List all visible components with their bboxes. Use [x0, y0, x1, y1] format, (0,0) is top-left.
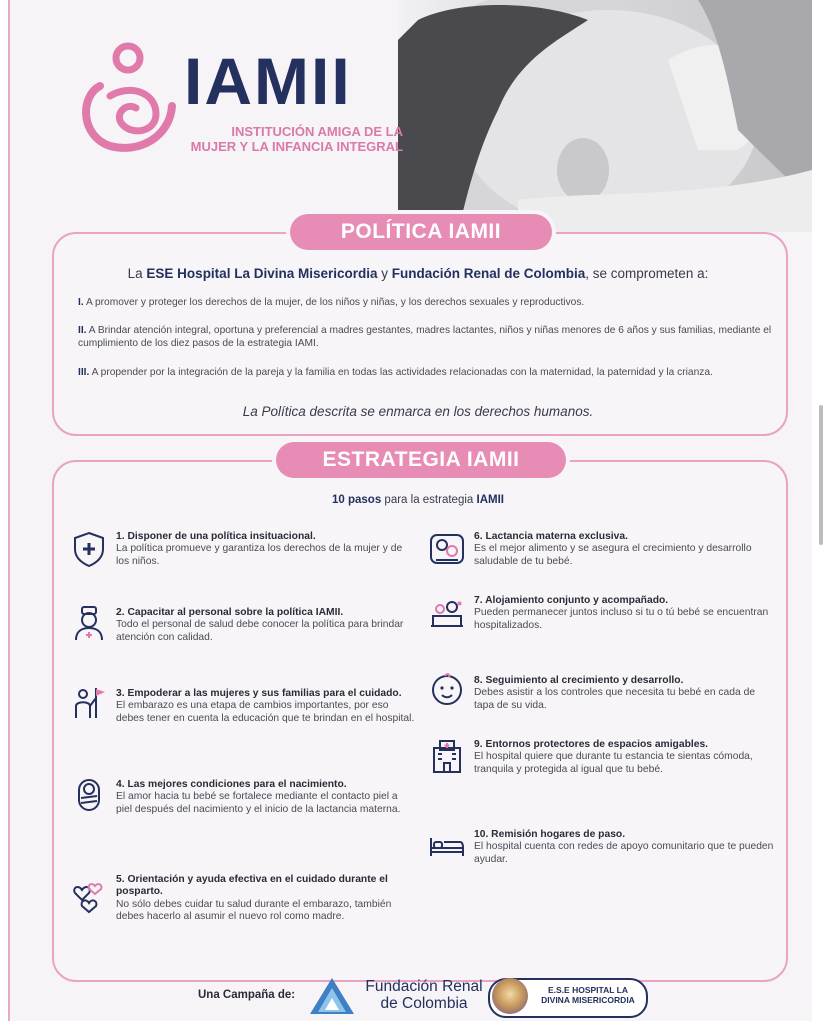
step-title: 8. Seguimiento al crecimiento y desarrollo. [474, 675, 684, 686]
campaign-label: Una Campaña de: [198, 989, 296, 1001]
rooming-in-bed-icon [428, 596, 466, 634]
pasos-bold: 10 pasos [332, 494, 382, 506]
politica-item [78, 325, 774, 350]
step-text: Pueden permanecer juntos incluso si tu o tú bebé se encuentran hospitalizados. [474, 607, 769, 631]
nurse-icon [70, 604, 108, 642]
step-title: 10. Remisión hogares de paso. [474, 829, 626, 840]
brand-subtitle [178, 124, 403, 154]
hearts-icon [70, 876, 108, 914]
fundacion-line2: de Colombia [380, 995, 468, 1012]
hospital-line1: E.S.E HOSPITAL LA [548, 985, 628, 995]
step-text: El amor hacia tu bebé se fortalece mediante el contacto piel a piel después del nacimiento y el inicio de la lactancia materna. [116, 791, 401, 815]
brand-subtitle-line2: MUJER Y LA INFANCIA INTEGRAL [190, 139, 403, 154]
step-text: Es el mejor alimento y se asegura el crecimiento y desarrollo saludable de tu bebé. [474, 543, 752, 567]
intro-suffix: , se comprometen a: [585, 266, 709, 281]
step-7 [474, 595, 774, 632]
fundacion-logo-icon [308, 976, 356, 1016]
item-number: III. [78, 367, 90, 378]
family-flag-icon [70, 684, 108, 722]
step-1 [116, 531, 416, 568]
step-text: El hospital quiere que durante tu estancia te sientas cómoda, tranquila y protegida al igual que tu bebé. [474, 751, 753, 775]
step-title: 7. Alojamiento conjunto y acompañado. [474, 595, 669, 606]
scroll-indicator [819, 405, 823, 545]
intro-mid: y [377, 266, 392, 281]
bed-icon [428, 826, 466, 864]
iamii-logo [70, 36, 190, 156]
fundacion-name [360, 978, 488, 1012]
brand-subtitle-line1: INSTITUCIÓN AMIGA DE LA [231, 124, 403, 139]
step-title: 3. Empoderar a las mujeres y sus familias para el cuidado. [116, 688, 402, 699]
flyer [8, 0, 812, 1021]
politica-title: POLÍTICA IAMII [290, 214, 552, 250]
item-number: II. [78, 325, 87, 336]
step-text: El hospital cuenta con redes de apoyo comunitario que te pueden ayudar. [474, 841, 774, 865]
breastfeeding-icon [428, 530, 466, 568]
divine-mercy-image [492, 978, 528, 1014]
step-title: 9. Entornos protectores de espacios amigables. [474, 739, 709, 750]
step-text: Todo el personal de salud debe conocer la política para brindar atención con calidad. [116, 619, 404, 643]
step-title: 4. Las mejores condiciones para el nacimiento. [116, 779, 347, 790]
item-number: I. [78, 297, 84, 308]
hospital-icon [428, 738, 466, 776]
pasos-end: IAMII [476, 494, 504, 506]
step-3 [116, 688, 416, 725]
swaddled-baby-icon [70, 776, 108, 814]
step-title: 1. Disponer de una política insituacional. [116, 531, 316, 542]
step-8 [474, 675, 774, 712]
estrategia-title: ESTRATEGIA IAMII [276, 442, 566, 478]
item-text: A Brindar atención integral, oportuna y preferencial a madres gestantes, madres lactantes, niños y niñas menores de 6 años y sus familias, mediante el cumplimiento de los diez pasos de la estrategia IAMI. [78, 325, 772, 349]
fundacion-line1: Fundación Renal [365, 978, 483, 995]
politica-item [78, 367, 774, 380]
step-text: No sólo debes cuidar tu salud durante el embarazo, también debes hacerlo al asumir el nuevo rol como madre. [116, 898, 392, 922]
hospital-name [532, 985, 644, 1005]
brand-title: IAMII [184, 44, 352, 118]
baby-face-icon [428, 670, 466, 708]
step-title: 6. Lactancia materna exclusiva. [474, 531, 628, 542]
baby-photo [398, 0, 812, 232]
step-text: El embarazo es una etapa de cambios importantes, por eso debes tener en cuenta la educación que te brindan en el hospital. [116, 700, 415, 724]
pasos-mid: para la estrategia [381, 494, 477, 506]
step-9 [474, 739, 774, 776]
step-4 [116, 779, 416, 816]
step-6 [474, 531, 774, 568]
pasos-heading [68, 494, 768, 506]
step-10 [474, 829, 774, 866]
hospital-line2: DIVINA MISERICORDIA [541, 995, 635, 1005]
org-hospital: ESE Hospital La Divina Misericordia [146, 266, 378, 281]
item-text: A promover y proteger los derechos de la mujer, de los niños y niñas, y los derechos sexuales y reproductivos. [83, 297, 585, 308]
page-border [8, 0, 10, 1021]
step-text: Debes asistir a los controles que necesita tu bebé en cada de tapa de su vida. [474, 687, 756, 711]
step-title: 5. Orientación y ayuda efectiva en el cuidado durante el posparto. [116, 874, 388, 898]
step-text: La política promueve y garantiza los derechos de la mujer y de los niños. [116, 543, 403, 567]
intro-prefix: La [127, 266, 147, 281]
item-text: A propender por la integración de la pareja y la familia en todas las actividades relacionadas con la maternidad, la paternidad y la crianza. [89, 367, 713, 378]
org-fundacion: Fundación Renal de Colombia [391, 266, 586, 281]
politica-item [78, 297, 774, 310]
step-title: 2. Capacitar al personal sobre la política IAMII. [116, 607, 344, 618]
shield-icon [70, 530, 108, 568]
politica-closing: La Política descrita se enmarca en los derechos humanos. [242, 404, 594, 419]
step-5 [116, 874, 416, 923]
politica-intro [68, 266, 768, 281]
step-2 [116, 607, 416, 644]
